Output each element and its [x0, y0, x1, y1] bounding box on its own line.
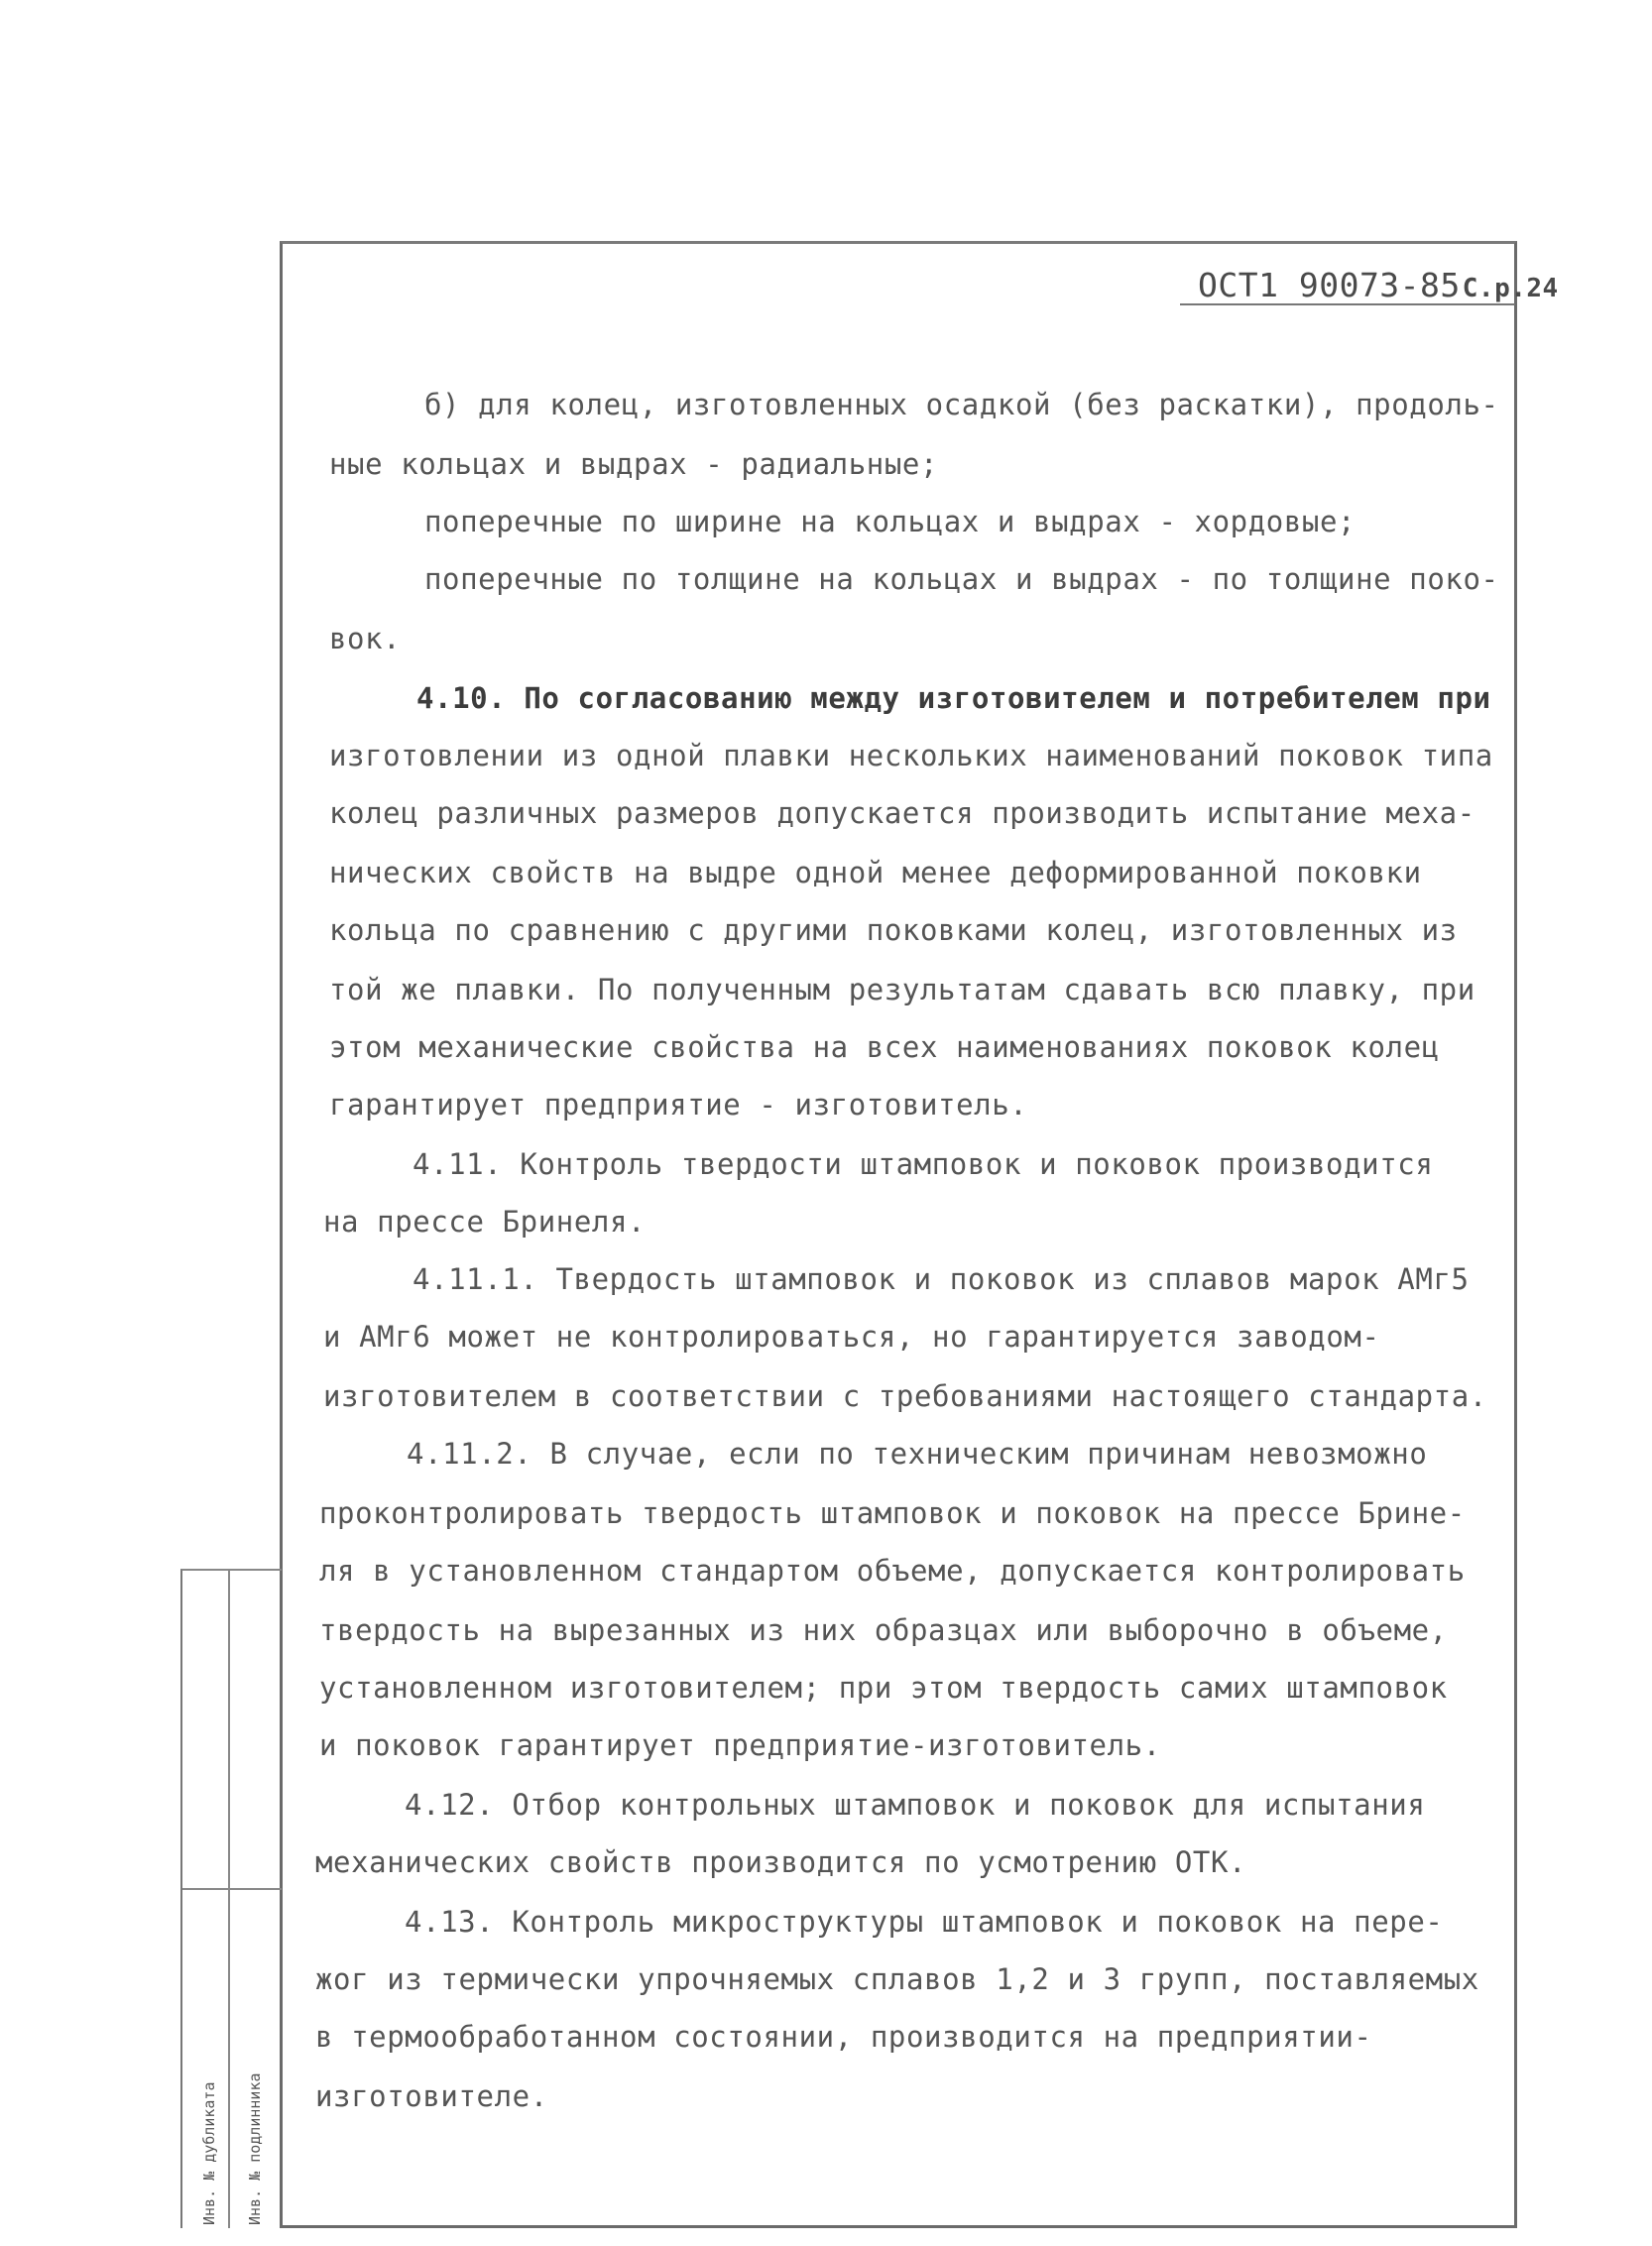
text-line: этом механические свойства на всех наименованиях поковок колец — [329, 1030, 1440, 1064]
text-line: поперечные по ширине на кольцах и выдрах - хордовые; — [424, 505, 1357, 538]
stamp-row-divider — [182, 1888, 282, 1890]
text-line: 4.10. По согласованию между изготовителем и потребителем при — [416, 681, 1491, 715]
text-line: 4.13. Контроль микроструктуры штамповок и поковок на пере- — [405, 1905, 1444, 1939]
text-line: механических свойств производится по усмотрению ОТК. — [315, 1845, 1247, 1879]
text-line: ля в установленном стандартом объеме, допускается контролировать — [319, 1554, 1466, 1588]
text-line: в термообработанном состоянии, производится на предприятии- — [315, 2020, 1372, 2054]
stamp-label-original: Инв. № подлинника — [246, 2072, 264, 2225]
text-line: твердость на вырезанных из них образцах или выборочно в объеме, — [319, 1613, 1448, 1647]
margin-stamp-table — [180, 1569, 282, 2228]
text-line: колец различных размеров допускается производить испытание меха- — [329, 796, 1475, 830]
text-line: и поковок гарантирует предприятие-изготовитель. — [319, 1728, 1161, 1762]
text-line: изготовлении из одной плавки нескольких наименований поковок типа — [329, 739, 1493, 772]
text-line: установленном изготовителем; при этом твердость самих штамповок — [319, 1671, 1448, 1705]
text-line: и АМг6 может не контролироваться, но гарантируется заводом- — [323, 1320, 1380, 1354]
text-line: той же плавки. По полученным результатам сдавать всю плавку, при — [329, 973, 1475, 1006]
text-line: б) для колец, изготовленных осадкой (без раскатки), продоль- — [424, 388, 1499, 421]
text-line: кольца по сравнению с другими поковками колец, изготовленных из — [329, 913, 1458, 947]
text-line: проконтролировать твердость штамповок и поковок на прессе Брине- — [319, 1496, 1466, 1530]
text-line: вок. — [329, 622, 402, 655]
standard-number: ОСТ1 90073-85 — [1198, 266, 1461, 304]
header-rule — [1180, 303, 1515, 305]
stamp-column-divider — [228, 1571, 230, 2228]
text-line: на прессе Бринеля. — [323, 1205, 647, 1239]
text-line: нических свойств на выдре одной менее деформированной поковки — [329, 856, 1422, 889]
text-line: изготовителе. — [315, 2079, 548, 2113]
text-line: 4.12. Отбор контрольных штамповок и поковок для испытания — [405, 1788, 1426, 1822]
document-code — [1198, 266, 1559, 304]
text-line: гарантирует предприятие - изготовитель. — [329, 1088, 1028, 1122]
text-line: 4.11. Контроль твердости штамповок и поковок производится — [413, 1147, 1434, 1181]
text-line: 4.11.1. Твердость штамповок и поковок из сплавов марок АМг5 — [413, 1262, 1470, 1296]
stamp-label-duplicate: Инв. № дубликата — [200, 2081, 218, 2225]
text-line: ные кольцах и выдрах - радиальные; — [329, 447, 939, 481]
text-line: жог из термически упрочняемых сплавов 1,2 и 3 групп, поставляемых — [315, 1962, 1479, 1996]
text-line: 4.11.2. В случае, если по техническим причинам невозможно — [407, 1437, 1428, 1471]
text-line: поперечные по толщине на кольцах и выдрах - по толщине поко- — [424, 562, 1499, 596]
sheet-number: С.р.24 — [1462, 274, 1559, 303]
text-line: изготовителем в соответствии с требованиями настоящего стандарта. — [323, 1379, 1487, 1413]
